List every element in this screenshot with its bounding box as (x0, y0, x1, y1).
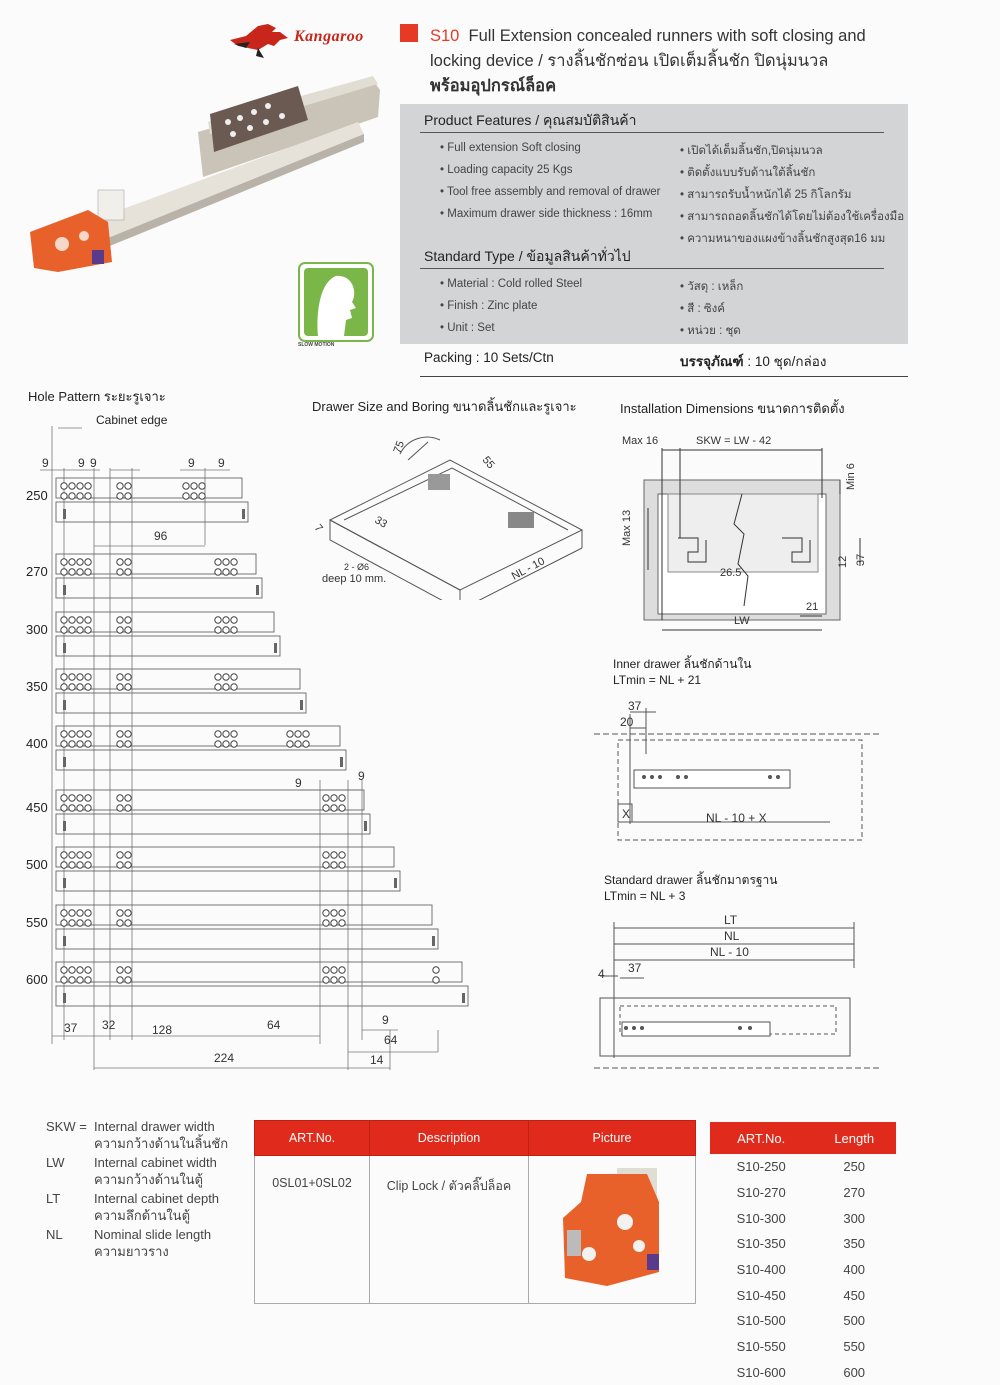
inst-dim-37: 37 (855, 554, 867, 566)
hp-dim-64b: 64 (384, 1033, 398, 1047)
std-dim-37: 37 (628, 961, 642, 975)
standard-en-2: • Finish : Zinc plate (440, 300, 537, 312)
len-header-artno: ART.No. (710, 1122, 812, 1154)
hp-dim-14: 14 (370, 1053, 384, 1067)
length-cell-artno: S10-450 (710, 1282, 812, 1308)
ds-label-deep: deep 10 mm. (322, 573, 386, 585)
inst-dim-21: 21 (806, 601, 818, 613)
length-cell-length: 270 (812, 1180, 896, 1206)
inner-dim-nl: NL - 10 + X (706, 811, 767, 825)
hp-top-dim-3: 9 (90, 456, 97, 470)
title-line3: พร้อมอุปกรณ์ล็อค (430, 74, 900, 99)
feature-en-1: • Full extension Soft closing (440, 142, 581, 154)
packing-th: บรรจุภัณฑ์ : 10 ชุด/กล่อง (680, 350, 827, 372)
clip-lock-table (254, 1120, 696, 1304)
slow-motion-label: SLOW MOTION (298, 342, 334, 348)
inner-dim-37: 37 (628, 699, 642, 713)
length-cell-artno: S10-500 (710, 1308, 812, 1334)
std-dim-4: 4 (598, 967, 605, 981)
installation-title: Installation Dimensions ขนาดการติดตั้ง (620, 398, 845, 419)
length-table (710, 1122, 896, 1385)
hole-row-500 (26, 847, 400, 891)
length-cell-length: 350 (812, 1231, 896, 1257)
hp-dim-32: 32 (102, 1018, 116, 1032)
ds-label-33: 33 (373, 514, 390, 531)
hp-dim-224: 224 (214, 1051, 234, 1065)
feature-en-2: • Loading capacity 25 Kgs (440, 164, 573, 176)
product-code: S10 (430, 27, 459, 45)
hp-dim-128: 128 (152, 1023, 172, 1037)
hole-row-400 (26, 726, 346, 770)
art-cell-artno: 0SL01+0SL02 (255, 1156, 370, 1304)
inst-max13: Max 13 (621, 510, 633, 546)
length-row (710, 1257, 896, 1283)
standard-th-3: • หน่วย : ชุด (680, 322, 741, 340)
standard-drawer-diagram (590, 908, 886, 1080)
feature-en-4: • Maximum drawer side thickness : 16mm (440, 208, 652, 220)
standard-drawer-formula: LTmin = NL + 3 (604, 889, 685, 903)
hp-dim-9a: 9 (295, 776, 302, 790)
ds-label-75: 75 (392, 439, 407, 455)
feature-th-4: • สามารถถอดลิ้นชักได้โดยไม่ต้องใช้เครื่องมือ (680, 208, 904, 226)
hole-row-length-300: 300 (26, 622, 48, 637)
std-dim-lt: LT (724, 913, 738, 927)
brand-name: Kangaroo (294, 28, 364, 46)
hp-top-dim-4: 9 (188, 456, 195, 470)
length-cell-artno: S10-350 (710, 1231, 812, 1257)
hole-row-length-450: 450 (26, 800, 48, 815)
features-rule (420, 132, 884, 133)
length-cell-artno: S10-270 (710, 1180, 812, 1206)
length-cell-artno: S10-300 (710, 1205, 812, 1231)
standard-th-2: • สี : ซิงค์ (680, 300, 725, 318)
standard-en-1: • Material : Cold rolled Steel (440, 278, 582, 290)
hp-dim-9b: 9 (358, 769, 365, 783)
standard-heading: Standard Type / ข้อมูลสินค้าทั่วไป (424, 246, 631, 268)
feature-en-3: • Tool free assembly and removal of drawer (440, 186, 661, 198)
standard-rule (420, 268, 884, 269)
hp-dim-9: 9 (382, 1013, 389, 1027)
packing-row (424, 350, 909, 365)
inner-dim-x: X (622, 807, 630, 821)
ds-label-hole: 2 - Ø6 (344, 562, 369, 572)
length-cell-length: 250 (812, 1154, 896, 1180)
length-row (710, 1180, 896, 1206)
hp-dim-64a: 64 (267, 1018, 281, 1032)
hp-top-dim-2: 9 (78, 456, 85, 470)
length-row (710, 1154, 896, 1180)
length-cell-length: 400 (812, 1257, 896, 1283)
length-cell-artno: S10-400 (710, 1257, 812, 1283)
ds-label-7: 7 (312, 522, 325, 534)
art-header-artno: ART.No. (255, 1121, 370, 1156)
hole-row-length-250: 250 (26, 488, 48, 503)
standard-en-3: • Unit : Set (440, 322, 495, 334)
legend-lw: LW Internal cabinet width ความกว้างด้านในตู้ (46, 1154, 217, 1188)
legend-lt: LT Internal cabinet depth ความลึกด้านในตู้ (46, 1190, 219, 1224)
inst-max16: Max 16 (622, 435, 658, 447)
hp-dim-37: 37 (64, 1021, 78, 1035)
legend-nl: NL Nominal slide length ความยาวราง (46, 1226, 211, 1260)
length-row (710, 1282, 896, 1308)
art-header-description: Description (370, 1121, 529, 1156)
drawer-size-title: Drawer Size and Boring ขนาดลิ้นชักและรูเจาะ (312, 396, 577, 417)
features-heading: Product Features / คุณสมบัติสินค้า (424, 110, 637, 132)
ds-label-nl: NL - 10 (510, 555, 547, 582)
length-row (710, 1205, 896, 1231)
inst-skw: SKW = LW - 42 (696, 435, 771, 447)
std-dim-nl: NL (724, 929, 740, 943)
standard-th-1: • วัสดุ : เหล็ก (680, 278, 743, 296)
inner-dim-20: 20 (620, 715, 634, 729)
hole-row-length-500: 500 (26, 857, 48, 872)
product-title (430, 24, 900, 99)
feature-th-1: • เปิดได้เต็มลิ้นชัก,ปิดนุ่มนวล (680, 142, 823, 160)
length-cell-artno: S10-550 (710, 1334, 812, 1360)
feature-th-2: • ติดตั้งแบบรับด้านใต้ลิ้นชัก (680, 164, 815, 182)
hole-row-length-600: 600 (26, 972, 48, 987)
inst-dim-265: 26.5 (720, 567, 741, 579)
hp-dim-96: 96 (154, 529, 168, 543)
cabinet-edge-label: Cabinet edge (96, 413, 167, 427)
feature-th-3: • สามารถรับน้ำหนักได้ 25 กิโลกรัม (680, 186, 851, 204)
drawer-boring-diagram (300, 420, 590, 600)
inner-drawer-diagram (590, 694, 886, 844)
packing-en: Packing : 10 Sets/Ctn (424, 350, 554, 365)
inst-dim-12: 12 (837, 556, 849, 568)
length-cell-length: 450 (812, 1282, 896, 1308)
length-cell-length: 550 (812, 1334, 896, 1360)
title-line1: Full Extension concealed runners with soft closing and (469, 27, 866, 45)
inst-lw: LW (734, 615, 750, 627)
hole-row-550 (26, 905, 438, 949)
legend-skw: SKW = Internal drawer width ความกว้างด้านในลิ้นชัก (46, 1118, 228, 1152)
length-cell-artno: S10-250 (710, 1154, 812, 1180)
length-row (710, 1334, 896, 1360)
hp-top-dim-1: 9 (42, 456, 49, 470)
art-cell-description: Clip Lock / ตัวคลิ๊ปล็อค (370, 1156, 529, 1304)
len-header-length: Length (812, 1122, 896, 1154)
length-cell-length: 300 (812, 1205, 896, 1231)
hole-row-length-350: 350 (26, 679, 48, 694)
length-cell-length: 500 (812, 1308, 896, 1334)
hole-row-600 (26, 962, 468, 1006)
hole-row-length-270: 270 (26, 564, 48, 579)
hole-row-length-400: 400 (26, 736, 48, 751)
feature-th-5: • ความหนาของแผงข้างลิ้นชักสูงสุด16 มม (680, 230, 885, 248)
art-cell-picture (529, 1156, 696, 1304)
length-cell-artno: S10-600 (710, 1360, 812, 1385)
hole-row-450 (26, 790, 370, 834)
inner-drawer-formula: LTmin = NL + 21 (613, 673, 701, 687)
art-header-picture: Picture (529, 1121, 696, 1156)
hole-row-250 (26, 478, 248, 522)
hole-pattern-title: Hole Pattern ระยะรูเจาะ (28, 386, 166, 407)
length-cell-length: 600 (812, 1360, 896, 1385)
hp-top-dim-5: 9 (218, 456, 225, 470)
ds-label-55: 55 (480, 454, 497, 471)
title-line2: locking device / รางลิ้นชักซ่อน เปิดเต็มลิ้นชัก ปิดนุ่มนวล (430, 49, 900, 74)
hole-row-270 (26, 554, 262, 598)
length-row (710, 1308, 896, 1334)
inst-min6: Min 6 (845, 463, 857, 490)
standard-drawer-title: Standard drawer ลิ้นชักมาตรฐาน (604, 871, 777, 890)
packing-rule (420, 376, 908, 377)
std-dim-nl10: NL - 10 (710, 945, 749, 959)
length-row (710, 1231, 896, 1257)
inner-drawer-title: Inner drawer ลิ้นชักด้านใน (613, 655, 751, 674)
installation-diagram (600, 420, 880, 640)
hole-row-length-550: 550 (26, 915, 48, 930)
hole-row-350 (26, 669, 306, 713)
clip-lock-image (547, 1162, 677, 1292)
length-row (710, 1360, 896, 1385)
